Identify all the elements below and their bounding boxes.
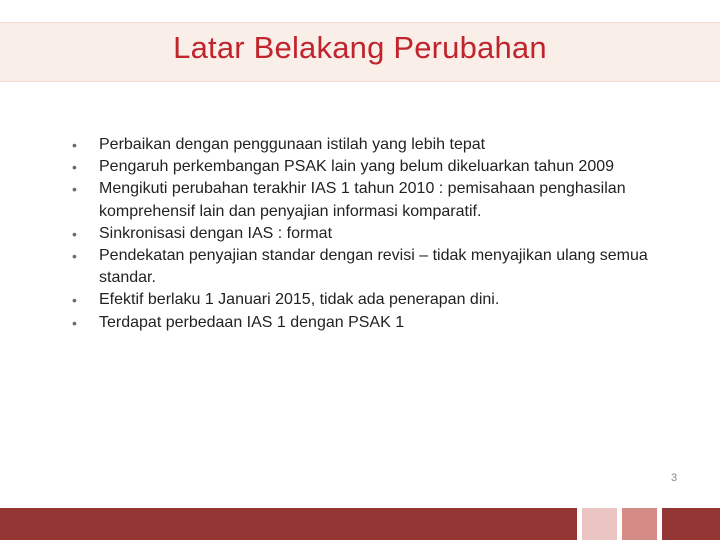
bullet-text: Pengaruh perkembangan PSAK lain yang belum dikeluarkan tahun 2009	[99, 158, 615, 176]
bullet-text: Efektif berlaku 1 Januari 2015, tidak ada penerapan dini.	[99, 291, 500, 309]
bullet-item	[72, 289, 672, 311]
bullet-text: Perbaikan dengan penggunaan istilah yang lebih tepat	[99, 136, 486, 153]
footer-block	[622, 508, 657, 540]
bullet-item	[72, 156, 672, 178]
bullet-text: Sinkronisasi dengan IAS : format	[99, 224, 333, 242]
footer-bar	[0, 508, 720, 540]
footer-block	[0, 508, 577, 540]
bullet-icon: •	[72, 159, 77, 176]
slide-title: Latar Belakang Perubahan	[173, 30, 547, 65]
bullet-list	[72, 134, 672, 334]
bullet-icon: •	[72, 181, 77, 198]
bullet-icon: •	[72, 137, 77, 153]
bullet-text: Terdapat perbedaan IAS 1 dengan PSAK 1	[99, 313, 405, 331]
page-number: 3	[670, 472, 678, 484]
footer-block	[662, 508, 720, 540]
bullet-icon: •	[72, 314, 77, 331]
bullet-item	[72, 178, 672, 222]
bullet-icon: •	[72, 248, 77, 265]
bullet-text: Mengikuti perubahan terakhir IAS 1 tahun 2010 : pemisahaan penghasilan komprehensif lain dan penyajian informasi komparatif.	[99, 180, 626, 220]
bullet-text: Pendekatan penyajian standar dengan revisi – tidak menyajikan ulang semua standar.	[99, 247, 648, 287]
bullet-item	[72, 223, 672, 245]
bullet-item	[72, 134, 672, 156]
bullet-icon: •	[72, 225, 77, 242]
bullet-item	[72, 312, 672, 334]
bullet-icon: •	[72, 292, 77, 309]
bullet-item	[72, 245, 672, 289]
footer-block	[582, 508, 617, 540]
